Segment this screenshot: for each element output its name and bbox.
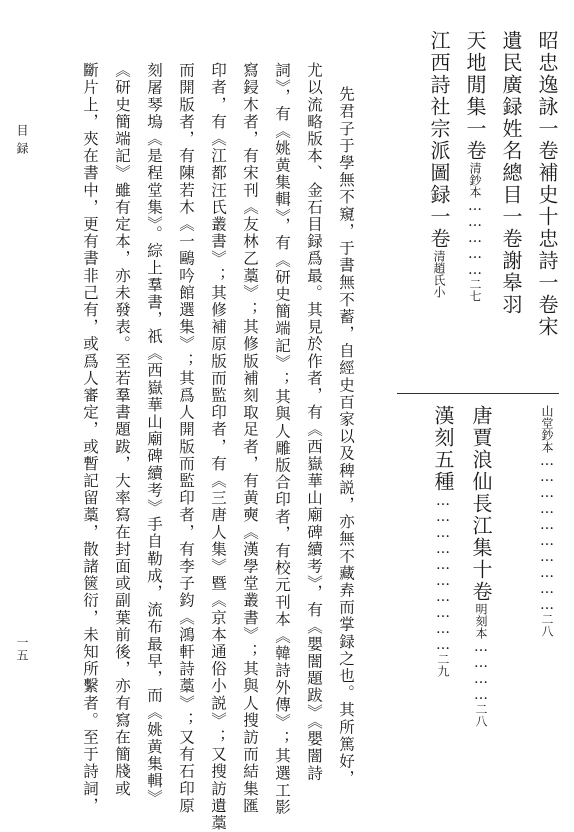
toc-entry-title: 漢刻五種 — [431, 405, 455, 493]
body-text-column: 刻屠琴塢《是程堂集》。綜上羣書，祇《西嶽華山廟碑續考》手自勒成，流布最早，而《姚黄集輯》 — [145, 62, 163, 807]
toc-entry-title: 江西詩社宗派圖録一卷 — [427, 30, 451, 250]
toc-entry[interactable] — [537, 30, 557, 338]
section-label: 目録 — [15, 124, 29, 160]
toc-dot-leader: ………………………… — [539, 453, 555, 613]
body-text-column: 寫鋟木者，有宋刊《友林乙藁》；其修版補刻取足者，有黄奭《漢學堂叢書》；其與人搜訪而結集匯 — [241, 62, 259, 815]
body-text-column: 而開版者，有陳若木《一鷗吟館選集》；其爲人開版而監印者，有李子鈞《鴻軒詩藁》；又有石印原 — [177, 62, 195, 815]
toc-entry-page: 二七 — [468, 278, 482, 302]
body-text-column: 尤以流略版本、金石目録爲最。其見於作者，有《西嶽華山廟碑續考》，有《嬰闇題跋》《嬰闇詩 — [305, 62, 323, 782]
toc-entry-note: 清鈔本 — [468, 162, 482, 198]
toc-entry-page: 二八 — [540, 613, 554, 637]
toc-entry-title: 天地閒集一卷 — [463, 30, 487, 162]
body-text-column: 斷片上，夾在書中，更有書非己有，或爲人審定，或暫記留藁，散諸篋衍，未知所繫者。至于詩詞， — [81, 62, 99, 815]
toc-entry-title: 唐賈浪仙長江集十卷 — [469, 405, 493, 603]
body-text-column: 先君子于學無不窺，于書無不蓄，自經史百家以及稗説，亦無不藏弆而掌録之也。其所篤好， — [337, 86, 355, 788]
toc-entry-note: 山堂鈔本 — [540, 405, 554, 453]
toc-entry[interactable] — [429, 30, 449, 298]
page-number: 一五 — [15, 636, 29, 662]
toc-entry-note: 清趙氏小 — [432, 250, 446, 298]
section-divider — [397, 393, 559, 394]
toc-entry-title: 遺民廣録姓名總目一卷謝皋羽 — [499, 30, 523, 316]
toc-dot-leader: …………… — [467, 198, 483, 278]
toc-entry[interactable] — [501, 30, 521, 316]
toc-entry[interactable] — [465, 30, 485, 302]
toc-dot-leader: ………… — [473, 639, 489, 703]
toc-entry-page: 二八 — [474, 703, 488, 727]
body-text-column: 詞》，有《姚黄集輯》，有《研史簡端記》；其與人雕版合印者，有校元刊本《韓詩外傳》；其選工影 — [273, 62, 291, 816]
body-text-column: 印者，有《江都汪氏叢書》；其修補原版而監印者，有《三唐人集》暨《京本通俗小説》；又搜訪遺藁 — [209, 62, 227, 832]
toc-entry[interactable] — [471, 405, 491, 727]
toc-entry[interactable] — [433, 405, 453, 677]
toc-entry-title: 昭忠逸詠一卷補史十忠詩一卷宋 — [535, 30, 559, 338]
toc-dot-leader: ………………………… — [435, 493, 451, 653]
toc-entry-page: 二九 — [436, 653, 450, 677]
toc-entry[interactable] — [537, 405, 557, 637]
body-text-column: 《研史簡端記》雖有定本，亦未發表。至若羣書題跋，大率寫在封面或副葉前後，亦有寫在簡牋或 — [113, 62, 131, 798]
toc-entry-note: 明刻本 — [474, 603, 488, 639]
